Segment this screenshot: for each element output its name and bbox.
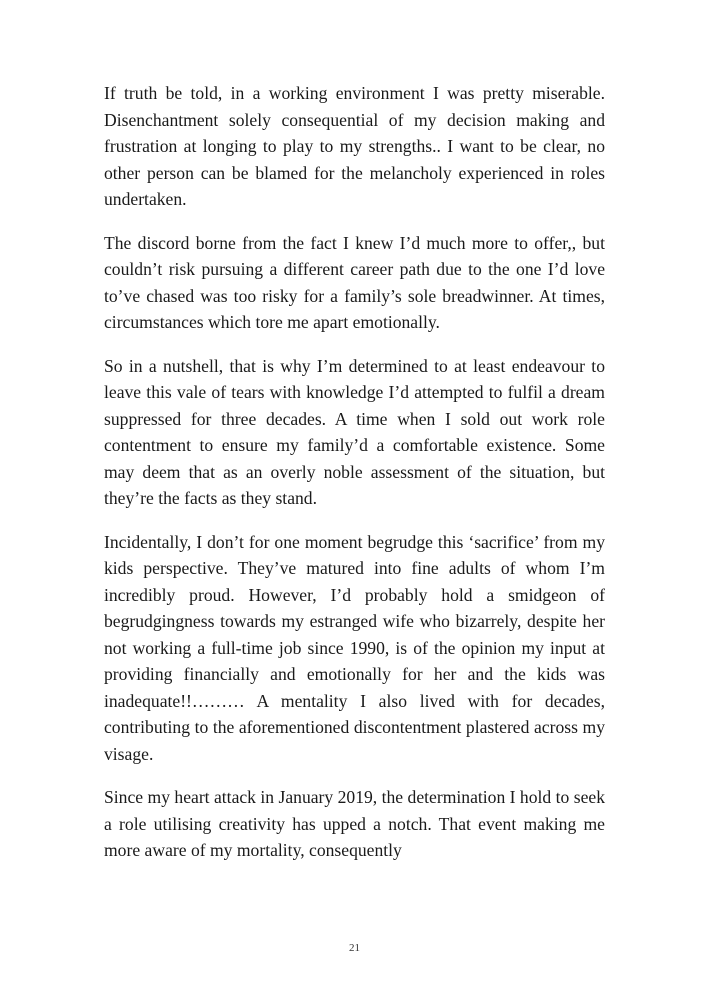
paragraph-2: The discord borne from the fact I knew I’d much more to offer,, but couldn’t risk pursuing a different career path due to the one I’d love to’ve chased was too risky for a family’s sole breadwinner. At times, circumstances which tore me apart emotionally. [104, 232, 605, 332]
page-number: 21 [349, 942, 360, 954]
paragraph-1: If truth be told, in a working environment I was pretty miserable. Disenchantment solely consequential of my decision making and frustration at longing to play to my strengths.. I want to be clear, no other person can be blamed for the melancholy experienced in roles undertaken. [104, 83, 605, 209]
paragraph-5: Since my heart attack in January 2019, the determination I hold to seek a role utilising creativity has upped a notch. That event making me more aware of my mortality, consequently [104, 787, 605, 860]
body-text [104, 80, 605, 881]
paragraph-3: So in a nutshell, that is why I’m determined to at least endeavour to leave this vale of tears with knowledge I’d attempted to fulfil a dream suppressed for three decades. A time when I sold out work role contentment to ensure my family’d a comfortable existence. Some may deem that as an overly noble assessment of the situation, but they’re the facts as they stand. [104, 355, 605, 508]
paragraph-4: Incidentally, I don’t for one moment begrudge this ‘sacrifice’ from my kids perspective. They’ve matured into fine adults of whom I’m incredibly proud. However, I’d probably hold a smidgeon of begrudgingness towards my estranged wife who bizarrely, despite her not working a full-time job since 1990, is of the opinion my input at providing financially and emotionally for her and the kids was inadequate!!……… A mentality I also lived with for decades, contributing to the aforementioned discontentment plastered across my visage. [104, 531, 605, 764]
